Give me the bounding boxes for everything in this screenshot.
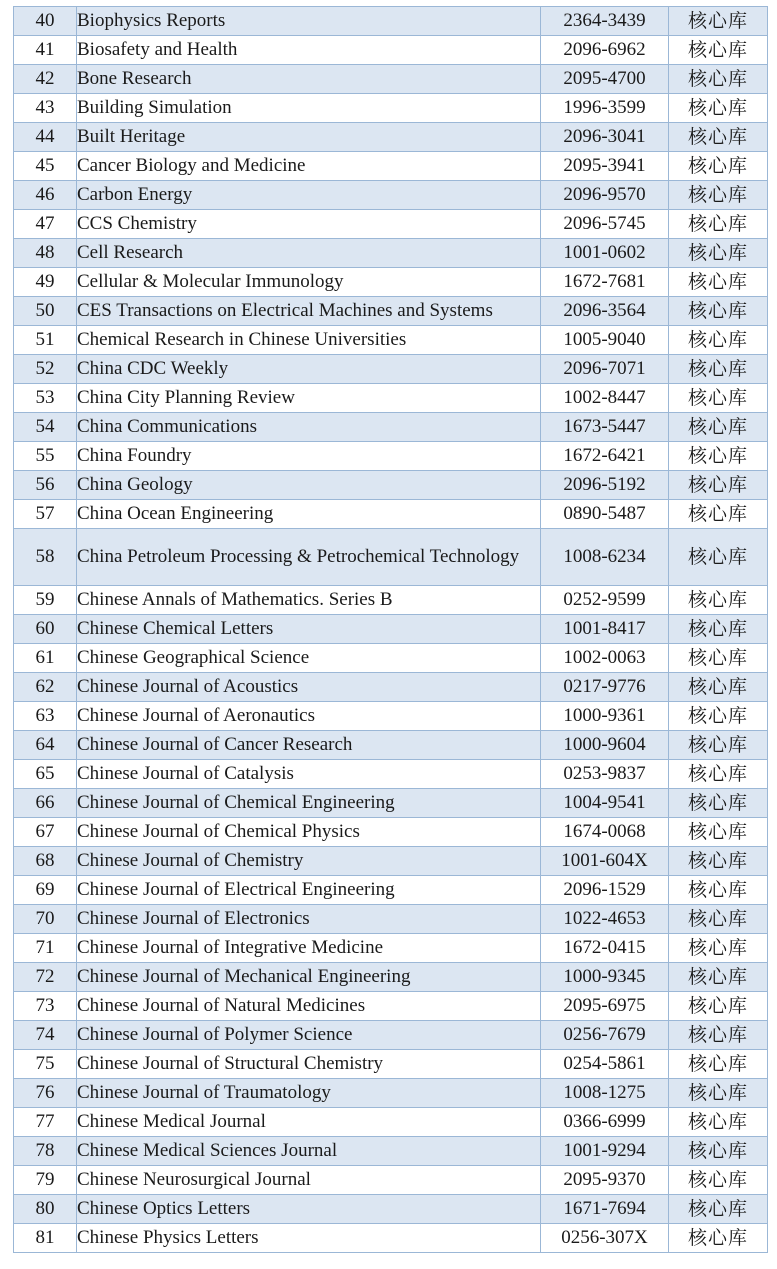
- table-row: [14, 644, 768, 673]
- row-number-cell: 58: [14, 529, 77, 586]
- journal-title-cell: Built Heritage: [77, 123, 541, 152]
- table-row: [14, 210, 768, 239]
- journal-title-cell: Chinese Chemical Letters: [77, 615, 541, 644]
- table-row: [14, 963, 768, 992]
- row-number-cell: 55: [14, 442, 77, 471]
- table-row: [14, 818, 768, 847]
- table-row: [14, 673, 768, 702]
- journal-list-sheet: [13, 6, 767, 1253]
- journal-title-cell: Cellular & Molecular Immunology: [77, 268, 541, 297]
- row-number-cell: 68: [14, 847, 77, 876]
- database-cell: 核心库: [669, 847, 768, 876]
- database-cell: 核心库: [669, 615, 768, 644]
- journal-table-body: [14, 7, 768, 1253]
- table-row: [14, 1079, 768, 1108]
- row-number-cell: 45: [14, 152, 77, 181]
- table-row: [14, 1137, 768, 1166]
- journal-title-cell: Chinese Medical Sciences Journal: [77, 1137, 541, 1166]
- issn-cell: 2096-3564: [541, 297, 669, 326]
- database-cell: 核心库: [669, 268, 768, 297]
- table-row: [14, 326, 768, 355]
- journal-title-cell: Chinese Physics Letters: [77, 1224, 541, 1253]
- database-cell: 核心库: [669, 992, 768, 1021]
- row-number-cell: 80: [14, 1195, 77, 1224]
- database-cell: 核心库: [669, 644, 768, 673]
- issn-cell: 1022-4653: [541, 905, 669, 934]
- database-cell: 核心库: [669, 442, 768, 471]
- database-cell: 核心库: [669, 731, 768, 760]
- issn-cell: 2096-9570: [541, 181, 669, 210]
- issn-cell: 1000-9604: [541, 731, 669, 760]
- issn-cell: 1673-5447: [541, 413, 669, 442]
- table-row: [14, 1108, 768, 1137]
- journal-title-cell: Chinese Journal of Cancer Research: [77, 731, 541, 760]
- database-cell: 核心库: [669, 1166, 768, 1195]
- journal-title-cell: China Petroleum Processing & Petrochemical Technology: [77, 529, 541, 586]
- journal-title-cell: Chinese Annals of Mathematics. Series B: [77, 586, 541, 615]
- row-number-cell: 62: [14, 673, 77, 702]
- journal-title-cell: Chinese Journal of Chemical Engineering: [77, 789, 541, 818]
- database-cell: 核心库: [669, 702, 768, 731]
- issn-cell: 1672-7681: [541, 268, 669, 297]
- database-cell: 核心库: [669, 1050, 768, 1079]
- issn-cell: 0254-5861: [541, 1050, 669, 1079]
- database-cell: 核心库: [669, 471, 768, 500]
- table-row: [14, 876, 768, 905]
- database-cell: 核心库: [669, 876, 768, 905]
- row-number-cell: 50: [14, 297, 77, 326]
- row-number-cell: 71: [14, 934, 77, 963]
- table-row: [14, 992, 768, 1021]
- issn-cell: 1002-8447: [541, 384, 669, 413]
- journal-title-cell: Chinese Journal of Aeronautics: [77, 702, 541, 731]
- row-number-cell: 43: [14, 94, 77, 123]
- journal-title-cell: Chinese Journal of Integrative Medicine: [77, 934, 541, 963]
- table-row: [14, 934, 768, 963]
- issn-cell: 0256-307X: [541, 1224, 669, 1253]
- journal-title-cell: Biosafety and Health: [77, 36, 541, 65]
- database-cell: 核心库: [669, 673, 768, 702]
- row-number-cell: 64: [14, 731, 77, 760]
- issn-cell: 0256-7679: [541, 1021, 669, 1050]
- table-row: [14, 384, 768, 413]
- table-row: [14, 1166, 768, 1195]
- issn-cell: 1674-0068: [541, 818, 669, 847]
- journal-title-cell: CES Transactions on Electrical Machines and Systems: [77, 297, 541, 326]
- database-cell: 核心库: [669, 36, 768, 65]
- row-number-cell: 81: [14, 1224, 77, 1253]
- issn-cell: 1004-9541: [541, 789, 669, 818]
- issn-cell: 1671-7694: [541, 1195, 669, 1224]
- database-cell: 核心库: [669, 7, 768, 36]
- issn-cell: 2095-3941: [541, 152, 669, 181]
- database-cell: 核心库: [669, 65, 768, 94]
- table-row: [14, 905, 768, 934]
- journal-title-cell: Biophysics Reports: [77, 7, 541, 36]
- row-number-cell: 49: [14, 268, 77, 297]
- table-row: [14, 1021, 768, 1050]
- journal-title-cell: Carbon Energy: [77, 181, 541, 210]
- issn-cell: 1008-1275: [541, 1079, 669, 1108]
- database-cell: 核心库: [669, 1195, 768, 1224]
- table-row: [14, 702, 768, 731]
- row-number-cell: 59: [14, 586, 77, 615]
- row-number-cell: 74: [14, 1021, 77, 1050]
- row-number-cell: 79: [14, 1166, 77, 1195]
- journal-title-cell: China Geology: [77, 471, 541, 500]
- database-cell: 核心库: [669, 326, 768, 355]
- database-cell: 核心库: [669, 789, 768, 818]
- database-cell: 核心库: [669, 1137, 768, 1166]
- database-cell: 核心库: [669, 905, 768, 934]
- row-number-cell: 56: [14, 471, 77, 500]
- table-row: [14, 65, 768, 94]
- issn-cell: 1001-0602: [541, 239, 669, 268]
- database-cell: 核心库: [669, 355, 768, 384]
- row-number-cell: 61: [14, 644, 77, 673]
- table-row: [14, 760, 768, 789]
- journal-title-cell: Chinese Journal of Acoustics: [77, 673, 541, 702]
- journal-title-cell: Chinese Journal of Natural Medicines: [77, 992, 541, 1021]
- table-row: [14, 94, 768, 123]
- database-cell: 核心库: [669, 934, 768, 963]
- table-row: [14, 239, 768, 268]
- row-number-cell: 69: [14, 876, 77, 905]
- journal-title-cell: Chinese Journal of Mechanical Engineering: [77, 963, 541, 992]
- journal-title-cell: China CDC Weekly: [77, 355, 541, 384]
- journal-title-cell: China Foundry: [77, 442, 541, 471]
- database-cell: 核心库: [669, 210, 768, 239]
- table-row: [14, 36, 768, 65]
- issn-cell: 1001-604X: [541, 847, 669, 876]
- row-number-cell: 77: [14, 1108, 77, 1137]
- issn-cell: 2364-3439: [541, 7, 669, 36]
- database-cell: 核心库: [669, 297, 768, 326]
- journal-title-cell: Chemical Research in Chinese Universities: [77, 326, 541, 355]
- journal-table: [13, 6, 768, 1253]
- database-cell: 核心库: [669, 123, 768, 152]
- issn-cell: 0217-9776: [541, 673, 669, 702]
- database-cell: 核心库: [669, 760, 768, 789]
- row-number-cell: 44: [14, 123, 77, 152]
- database-cell: 核心库: [669, 818, 768, 847]
- table-row: [14, 847, 768, 876]
- journal-title-cell: Chinese Medical Journal: [77, 1108, 541, 1137]
- row-number-cell: 53: [14, 384, 77, 413]
- row-number-cell: 46: [14, 181, 77, 210]
- row-number-cell: 48: [14, 239, 77, 268]
- row-number-cell: 76: [14, 1079, 77, 1108]
- issn-cell: 1000-9345: [541, 963, 669, 992]
- database-cell: 核心库: [669, 152, 768, 181]
- issn-cell: 2096-3041: [541, 123, 669, 152]
- issn-cell: 2096-1529: [541, 876, 669, 905]
- issn-cell: 2096-6962: [541, 36, 669, 65]
- journal-title-cell: Bone Research: [77, 65, 541, 94]
- journal-title-cell: Chinese Journal of Chemistry: [77, 847, 541, 876]
- row-number-cell: 66: [14, 789, 77, 818]
- journal-title-cell: Chinese Journal of Catalysis: [77, 760, 541, 789]
- table-row: [14, 123, 768, 152]
- issn-cell: 2096-5745: [541, 210, 669, 239]
- row-number-cell: 60: [14, 615, 77, 644]
- row-number-cell: 73: [14, 992, 77, 1021]
- table-row: [14, 268, 768, 297]
- row-number-cell: 78: [14, 1137, 77, 1166]
- issn-cell: 1672-0415: [541, 934, 669, 963]
- database-cell: 核心库: [669, 1079, 768, 1108]
- journal-title-cell: China Communications: [77, 413, 541, 442]
- database-cell: 核心库: [669, 1224, 768, 1253]
- row-number-cell: 70: [14, 905, 77, 934]
- issn-cell: 0252-9599: [541, 586, 669, 615]
- table-row: [14, 413, 768, 442]
- row-number-cell: 52: [14, 355, 77, 384]
- row-number-cell: 75: [14, 1050, 77, 1079]
- journal-title-cell: Chinese Journal of Traumatology: [77, 1079, 541, 1108]
- issn-cell: 1001-8417: [541, 615, 669, 644]
- table-row: [14, 500, 768, 529]
- database-cell: 核心库: [669, 413, 768, 442]
- issn-cell: 0890-5487: [541, 500, 669, 529]
- row-number-cell: 51: [14, 326, 77, 355]
- row-number-cell: 72: [14, 963, 77, 992]
- row-number-cell: 54: [14, 413, 77, 442]
- journal-title-cell: Chinese Journal of Chemical Physics: [77, 818, 541, 847]
- table-row: [14, 7, 768, 36]
- journal-title-cell: Chinese Neurosurgical Journal: [77, 1166, 541, 1195]
- journal-title-cell: Chinese Journal of Electronics: [77, 905, 541, 934]
- database-cell: 核心库: [669, 529, 768, 586]
- table-row: [14, 731, 768, 760]
- table-row: [14, 789, 768, 818]
- issn-cell: 2095-9370: [541, 1166, 669, 1195]
- table-row: [14, 529, 768, 586]
- issn-cell: 1672-6421: [541, 442, 669, 471]
- database-cell: 核心库: [669, 586, 768, 615]
- issn-cell: 1996-3599: [541, 94, 669, 123]
- table-row: [14, 181, 768, 210]
- journal-title-cell: Chinese Journal of Structural Chemistry: [77, 1050, 541, 1079]
- database-cell: 核心库: [669, 1108, 768, 1137]
- database-cell: 核心库: [669, 963, 768, 992]
- row-number-cell: 42: [14, 65, 77, 94]
- database-cell: 核心库: [669, 239, 768, 268]
- table-row: [14, 1195, 768, 1224]
- journal-title-cell: China City Planning Review: [77, 384, 541, 413]
- table-row: [14, 355, 768, 384]
- row-number-cell: 40: [14, 7, 77, 36]
- table-row: [14, 586, 768, 615]
- database-cell: 核心库: [669, 1021, 768, 1050]
- issn-cell: 1002-0063: [541, 644, 669, 673]
- row-number-cell: 41: [14, 36, 77, 65]
- journal-title-cell: China Ocean Engineering: [77, 500, 541, 529]
- table-row: [14, 615, 768, 644]
- journal-title-cell: Chinese Journal of Electrical Engineering: [77, 876, 541, 905]
- issn-cell: 0253-9837: [541, 760, 669, 789]
- row-number-cell: 65: [14, 760, 77, 789]
- journal-title-cell: Cancer Biology and Medicine: [77, 152, 541, 181]
- journal-title-cell: Building Simulation: [77, 94, 541, 123]
- journal-title-cell: CCS Chemistry: [77, 210, 541, 239]
- journal-title-cell: Chinese Journal of Polymer Science: [77, 1021, 541, 1050]
- journal-title-cell: Cell Research: [77, 239, 541, 268]
- row-number-cell: 63: [14, 702, 77, 731]
- row-number-cell: 47: [14, 210, 77, 239]
- database-cell: 核心库: [669, 384, 768, 413]
- issn-cell: 1000-9361: [541, 702, 669, 731]
- database-cell: 核心库: [669, 181, 768, 210]
- issn-cell: 2096-5192: [541, 471, 669, 500]
- journal-title-cell: Chinese Optics Letters: [77, 1195, 541, 1224]
- issn-cell: 1005-9040: [541, 326, 669, 355]
- issn-cell: 1001-9294: [541, 1137, 669, 1166]
- journal-title-cell: Chinese Geographical Science: [77, 644, 541, 673]
- database-cell: 核心库: [669, 500, 768, 529]
- issn-cell: 2095-4700: [541, 65, 669, 94]
- issn-cell: 2095-6975: [541, 992, 669, 1021]
- row-number-cell: 67: [14, 818, 77, 847]
- table-row: [14, 297, 768, 326]
- issn-cell: 2096-7071: [541, 355, 669, 384]
- table-row: [14, 1224, 768, 1253]
- issn-cell: 0366-6999: [541, 1108, 669, 1137]
- table-row: [14, 152, 768, 181]
- issn-cell: 1008-6234: [541, 529, 669, 586]
- database-cell: 核心库: [669, 94, 768, 123]
- table-row: [14, 1050, 768, 1079]
- table-row: [14, 471, 768, 500]
- table-row: [14, 442, 768, 471]
- row-number-cell: 57: [14, 500, 77, 529]
